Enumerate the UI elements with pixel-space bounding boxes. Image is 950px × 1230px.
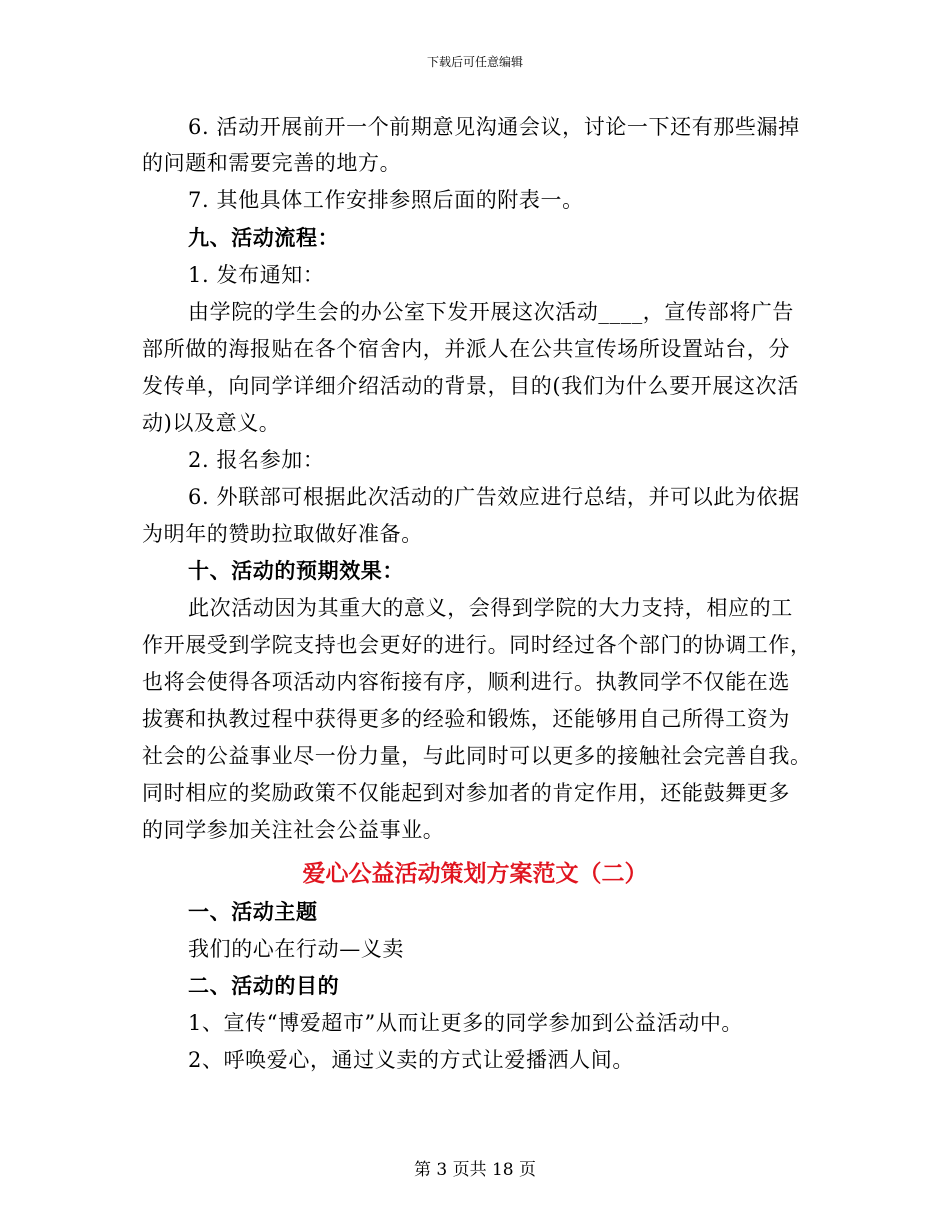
paragraph-line: 2. 报名参加： (188, 448, 325, 472)
paragraph-line: 的同学参加关注社会公益事业。 (142, 818, 445, 842)
paragraph-line: 的问题和需要完善的地方。 (142, 151, 402, 175)
paragraph-line: 6. 活动开展前开一个前期意见沟通会议，讨论一下还有那些漏掉 (188, 115, 800, 139)
paragraph-line: 为明年的赞助拉取做好准备。 (142, 522, 423, 546)
paragraph-line: 此次活动因为其重大的意义，会得到学院的大力支持，相应的工 (188, 596, 793, 620)
paragraph-line: 作开展受到学院支持也会更好的进行。同时经过各个部门的协调工作， (142, 633, 812, 657)
section-heading: 二、活动的目的 (188, 974, 340, 998)
section-heading: 一、活动主题 (188, 900, 318, 924)
paragraph-line: 社会的公益事业尽一份力量，与此同时可以更多的接触社会完善自我。 (142, 744, 812, 768)
page-footer: 第 3 页共 18 页 (413, 1160, 537, 1180)
paragraph-line: 1. 发布通知： (188, 263, 325, 287)
paragraph-line: 1、宣传“博爱超市”从而让更多的同学参加到公益活动中。 (188, 1011, 744, 1035)
paragraph-line: 拔赛和执教过程中获得更多的经验和锻炼，还能够用自己所得工资为 (142, 707, 790, 731)
paragraph-line: 由学院的学生会的办公室下发开展这次活动____，宣传部将广告 (188, 300, 794, 324)
paragraph-line: 7. 其他具体工作安排参照后面的附表一。 (188, 188, 584, 212)
paragraph-line: 也将会使得各项活动内容衔接有序，顺利进行。执教同学不仅能在选 (142, 670, 790, 694)
page-header: 下载后可任意编辑 (426, 55, 523, 69)
paragraph-line: 同时相应的奖励政策不仅能起到对参加者的肯定作用，还能鼓舞更多 (142, 781, 790, 805)
section-heading: 九、活动流程： (188, 226, 340, 250)
paragraph-line: 部所做的海报贴在各个宿舍内，并派人在公共宣传场所设置站台，分 (142, 337, 790, 361)
section-heading: 十、活动的预期效果： (188, 559, 404, 583)
paragraph-line: 动)以及意义。 (142, 411, 281, 435)
paragraph-line: 2、呼唤爱心，通过义卖的方式让爱播洒人间。 (188, 1048, 634, 1072)
paragraph-line: 发传单，向同学详细介绍活动的背景，目的(我们为什么要开展这次活 (142, 374, 799, 398)
section-title: 爱心公益活动策划方案范文（二） (302, 861, 648, 887)
paragraph-line: 6. 外联部可根据此次活动的广告效应进行总结，并可以此为依据 (188, 485, 800, 509)
paragraph-line: 我们的心在行动—义卖 (188, 937, 404, 961)
